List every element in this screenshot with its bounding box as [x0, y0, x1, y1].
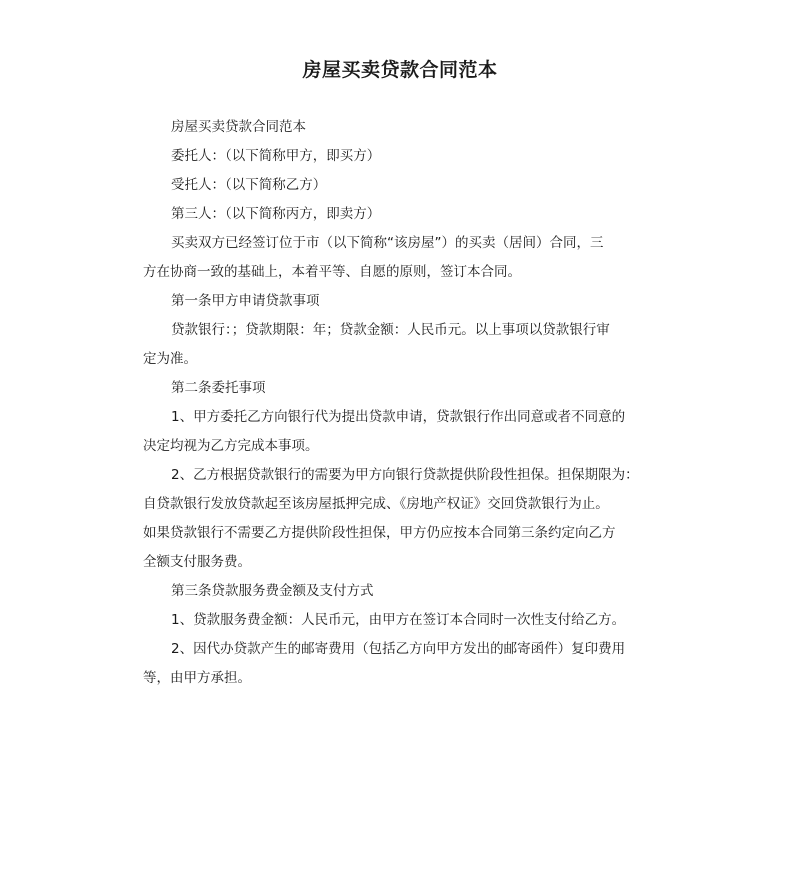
- doc-subtitle: 房屋买卖贷款合同范本: [171, 119, 306, 135]
- paragraph-line: 定为准。: [143, 351, 197, 367]
- paragraph-line: 1、甲方委托乙方向银行代为提出贷款申请，贷款银行作出同意或者不同意的: [171, 409, 626, 425]
- paragraph-line: 2、因代办贷款产生的邮寄费用（包括乙方向甲方发出的邮寄函件）复印费用: [171, 641, 626, 657]
- paragraph-line: 自贷款银行发放贷款起至该房屋抵押完成、《房地产权证》交回贷款银行为止。: [143, 496, 609, 512]
- paragraph-line: 决定均视为乙方完成本事项。: [143, 438, 319, 454]
- document-title: 房屋买卖贷款合同范本: [302, 59, 498, 81]
- paragraph-line: 如果贷款银行不需要乙方提供阶段性担保，甲方仍应按本合同第三条约定向乙方: [143, 525, 616, 541]
- paragraph-line: 全额支付服务费。: [143, 554, 251, 570]
- paragraph-line: 1、贷款服务费金额：人民币元，由甲方在签订本合同时一次性支付给乙方。: [171, 612, 626, 628]
- paragraph-line: 方在协商一致的基础上，本着平等、自愿的原则，签订本合同。: [143, 264, 521, 280]
- paragraph-line: 等，由甲方承担。: [143, 670, 251, 686]
- section-heading: 第三条贷款服务费金额及支付方式: [171, 583, 374, 599]
- document-body: [143, 113, 663, 693]
- paragraph-line: 2、乙方根据贷款银行的需要为甲方向银行贷款提供阶段性担保。担保期限为：: [171, 467, 639, 483]
- paragraph-line: 买卖双方已经签订位于市（以下简称“该房屋”）的买卖（居间）合同，三: [171, 235, 604, 251]
- party-agent: 受托人：（以下简称乙方）: [171, 177, 327, 193]
- party-principal: 委托人：（以下简称甲方，即买方）: [171, 148, 381, 164]
- section-heading: 第二条委托事项: [171, 380, 266, 396]
- party-third: 第三人：（以下简称丙方，即卖方）: [171, 206, 381, 222]
- section-heading: 第一条甲方申请贷款事项: [171, 293, 320, 309]
- paragraph-line: 贷款银行：；贷款期限：年；贷款金额：人民币元。以上事项以贷款银行审: [171, 322, 610, 338]
